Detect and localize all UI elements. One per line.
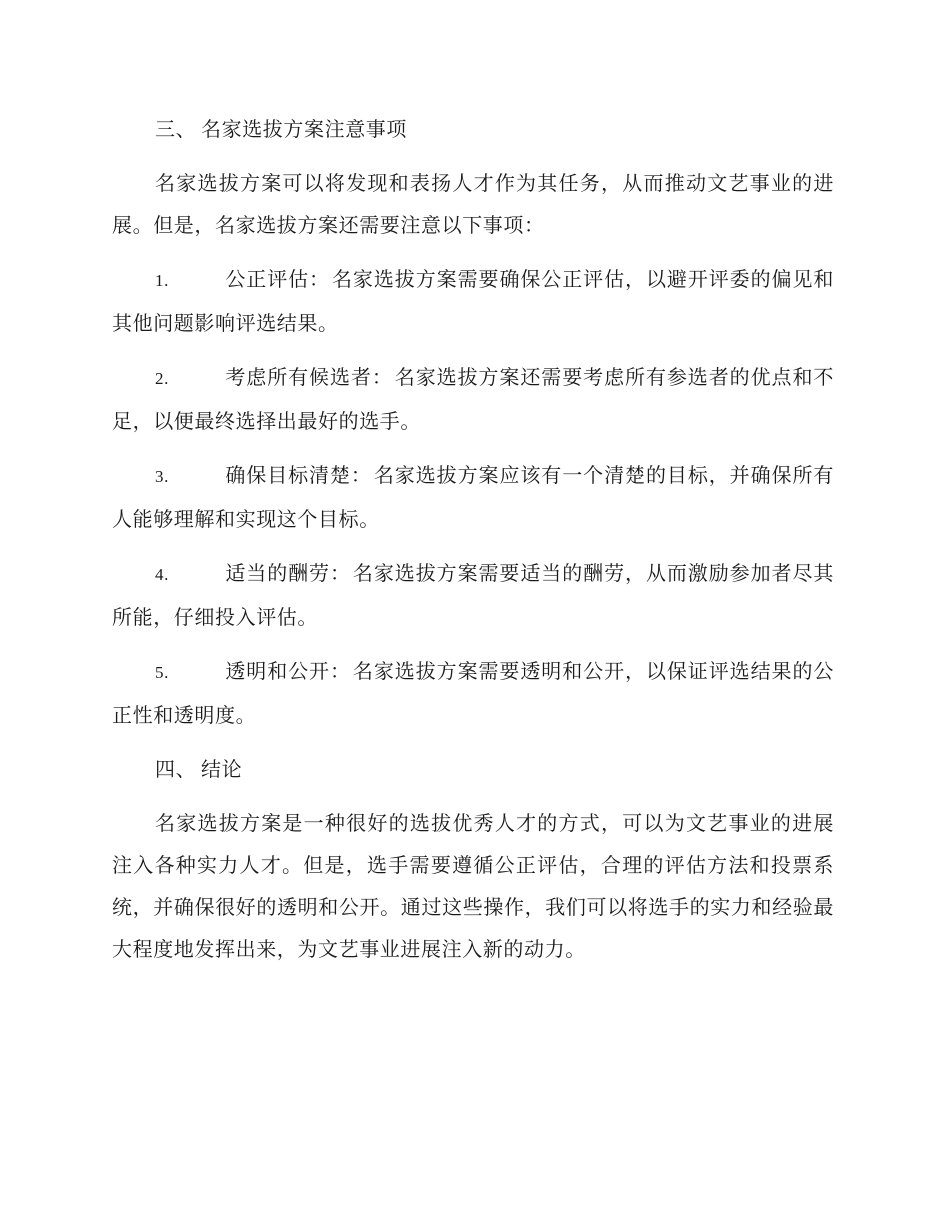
section-3-number: 三、 (155, 117, 197, 141)
list-item-5 (112, 650, 834, 736)
section-3-title: 名家选拔方案注意事项 (201, 117, 407, 141)
list-item-text: 名家选拔方案需要确保公正评估，以避开评委的偏见和其他问题影响评选结果。 (112, 267, 835, 335)
list-item-term: 考虑所有候选者： (225, 365, 393, 389)
list-item-text: 名家选拔方案需要透明和公开，以保证评选结果的公正性和透明度。 (112, 659, 834, 727)
list-item-text: 名家选拔方案需要适当的酬劳，从而激励参加者尽其所能，仔细投入评估。 (112, 561, 834, 629)
section-3-intro: 名家选拔方案可以将发现和表扬人才作为其任务，从而推动文艺事业的进展。但是，名家选拔方案还需要注意以下事项： (112, 171, 834, 237)
list-item-term: 确保目标清楚： (225, 463, 372, 487)
list-item-number: 2. (155, 369, 169, 388)
section-4-heading (112, 748, 834, 790)
list-item-4 (112, 552, 834, 638)
list-item-number: 4. (155, 565, 169, 584)
list-item-number: 5. (155, 663, 169, 682)
document-body (112, 108, 834, 982)
section-4-title: 结论 (201, 757, 243, 781)
list-item-2 (112, 356, 834, 442)
list-item-3 (112, 454, 834, 540)
list-item-text: 名家选拔方案还需要考虑所有参选者的优点和不足，以便最终选择出最好的选手。 (112, 365, 834, 433)
list-item-1 (112, 258, 834, 344)
list-item-term: 透明和公开： (225, 659, 351, 683)
section-3-heading (112, 108, 834, 150)
list-item-text: 名家选拔方案应该有一个清楚的目标，并确保所有人能够理解和实现这个目标。 (112, 463, 835, 531)
section-4-number: 四、 (155, 757, 197, 781)
list-item-term: 适当的酬劳： (225, 561, 351, 585)
list-item-number: 3. (155, 467, 169, 486)
list-item-term: 公正评估： (225, 267, 330, 291)
section-4-body: 名家选拔方案是一种很好的选拔优秀人才的方式，可以为文艺事业的进展注入各种实力人才。但是，选手需要遵循公正评估，合理的评估方法和投票系统，并确保很好的透明和公开。通过这些操作，我们可以将选手的实力和经验最大程度地发挥出来，为文艺事业进展注入新的动力。 (112, 811, 834, 961)
list-item-number: 1. (155, 271, 169, 290)
